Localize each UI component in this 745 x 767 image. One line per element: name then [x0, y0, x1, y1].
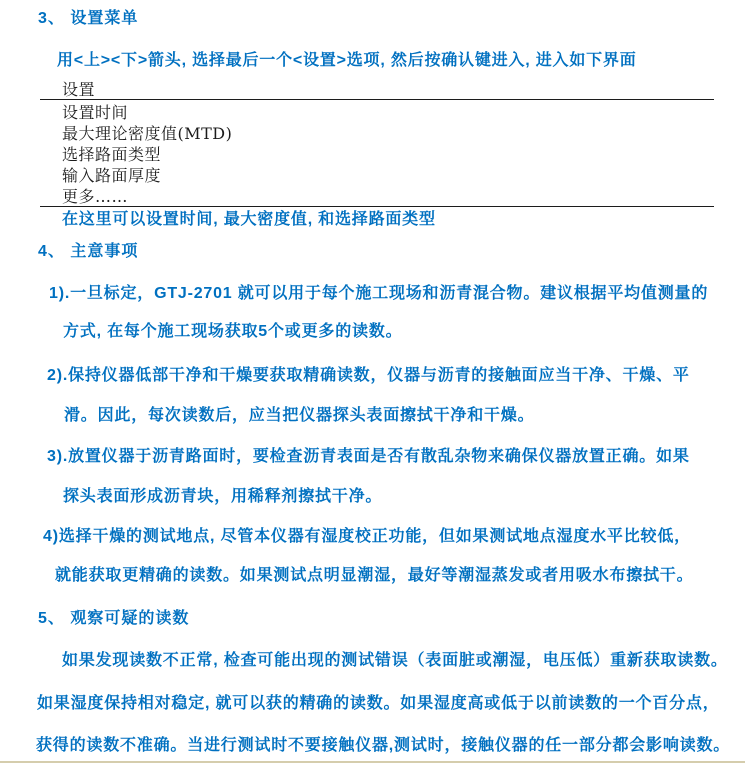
section5-para2-line2: 获得的读数不准确。当进行测试时不要接触仪器,测试时，接触仪器的任一部分都会影响读数。 [36, 737, 731, 754]
note1-line2: 方式, 在每个施工现场获取5个或更多的读数。 [63, 323, 403, 340]
menu-item-more: 更多…… [62, 187, 129, 206]
section3-intro: 用<上><下>箭头, 选择最后一个<设置>选项, 然后按确认键进入, 进入如下界面 [57, 52, 637, 69]
note3-line1: 3).放置仪器于沥青路面时，要检查沥青表面是否有散乱杂物来确保仪器放置正确。如果 [47, 448, 690, 465]
menu-header: 设置 [62, 80, 96, 99]
note4-line1: 4)选择干燥的测试地点, 尽管本仪器有湿度校正功能，但如果测试地点湿度水平比较低， [43, 528, 691, 545]
section5-para2-line1: 如果湿度保持相对稳定, 就可以获的精确的读数。如果湿度高或低于以前读数的一个百分点， [37, 695, 720, 712]
menu-bottom-divider [40, 206, 714, 207]
note1-line1: 1).一旦标定，GTJ-2701 就可以用于每个施工现场和沥青混合物。建议根据平均值测量的 [49, 285, 709, 302]
section5-para1: 如果发现读数不正常, 检查可能出现的测试错误（表面脏或潮湿，电压低）重新获取读数。 [62, 652, 728, 669]
page-bottom-border [0, 761, 745, 763]
menu-item-set-time: 设置时间 [62, 103, 129, 122]
section3-note: 在这里可以设置时间, 最大密度值, 和选择路面类型 [62, 211, 436, 228]
menu-item-mtd: 最大理论密度值(MTD) [62, 124, 233, 143]
section4-heading: 4、 主意事项 [38, 243, 139, 260]
note4-line2: 就能获取更精确的读数。如果测试点明显潮湿，最好等潮湿蒸发或者用吸水布擦拭干。 [55, 567, 694, 584]
note2-line2: 滑。因此，每次读数后，应当把仪器探头表面擦拭干净和干燥。 [64, 407, 535, 424]
menu-item-pavement-thickness: 输入路面厚度 [62, 166, 162, 185]
menu-item-pavement-type: 选择路面类型 [62, 145, 162, 164]
note3-line2: 探头表面形成沥青块，用稀释剂擦拭干净。 [63, 488, 383, 505]
section3-heading: 3、 设置菜单 [38, 10, 139, 27]
menu-top-divider [40, 99, 714, 100]
note2-line1: 2).保持仪器低部干净和干燥要获取精确读数，仪器与沥青的接触面应当干净、干燥、平 [47, 367, 690, 384]
section5-heading: 5、 观察可疑的读数 [38, 610, 190, 627]
